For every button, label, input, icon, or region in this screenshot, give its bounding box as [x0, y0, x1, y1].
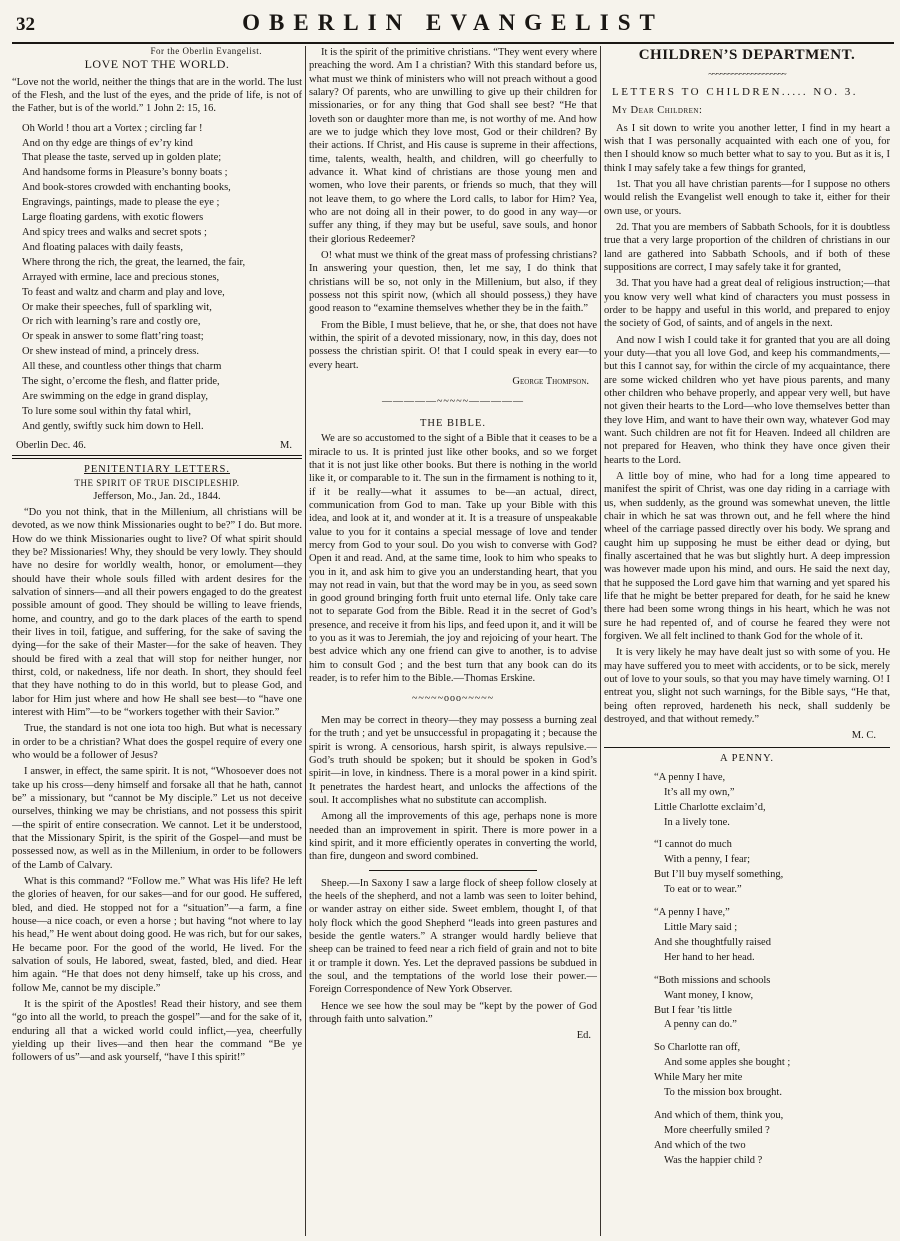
paragraph: And now I wish I could take it for granted that you are all doing your duty—that you all love God, and keep his commandments,—but this I cannot say, for within the circle of my acquaintance, there are some wicked children who yet have pious parents, and many other children who behave properly, and appear very well, but have not given their hearts to the Lord—who love themselves better than they love Him, and want to have their own way, whatever God may want. Such children are not fit for Heaven. Indeed all children are not prepared for Heaven, who think they have once given their hearts to the Lord. [604, 334, 890, 466]
paragraph: O! what must we think of the great mass of professing christians? In answering your question, then, let me say, I do think that christians will be so, not only in the Millenium, but also, if they possess not this spirit now, (which all should possess,) they have good reason to “examine themselves whether they be in the faith.” [309, 249, 597, 315]
poem-epigraph: “Love not the world, neither the things that are in the world. The lust of the Flesh, and the lust of the eyes, and the pride of life, is not of the Father, but is of the world.” 1 John 2: 15, 16. [12, 76, 302, 115]
poem-line: To lure some soul within thy fatal whirl, [22, 405, 191, 417]
poem-line: Her hand to her head. [664, 951, 755, 963]
column-rule [600, 46, 601, 1236]
poem-stanza [654, 838, 890, 898]
letters-dateline: Jefferson, Mo., Jan. 2d., 1844. [93, 490, 221, 502]
paragraph: 3d. That you have had a great deal of religious instruction;—that you know very well what kind of characters you must possess in order to be happy and useful in this world, and prepared to enjoy the society of God, of saints, and of angels in the next. [604, 278, 890, 330]
poem-line: “Both missions and schools [654, 974, 771, 986]
poem-line: Where throng the rich, the great, the learned, the fair, [22, 256, 246, 268]
poem-line: So Charlotte ran off, [654, 1042, 741, 1054]
column-rule [305, 46, 306, 1236]
poem-line: Little Mary said ; [664, 922, 738, 934]
poem-line: Oh World ! thou art a Vortex ; circling far ! [22, 122, 203, 134]
paragraph: It is the spirit of the Apostles! Read their history, and see them “go into all the world, to preach the gospel”—and for the sake of it, enduring all that a wicked world could inflict,—yea, cheerfully yielding up their lives—and then hear the command “Be ye followers of us”—and ask yourself, “have I this spirit!” [12, 998, 302, 1064]
poem-line: And handsome forms in Pleasure’s bonny boats ; [22, 167, 228, 179]
poem-stanza [654, 1109, 890, 1169]
section-rule [604, 747, 890, 748]
bible-title: THE BIBLE. [420, 417, 486, 429]
letters-body [12, 506, 302, 1064]
poem-line: While Mary her mite [654, 1072, 743, 1084]
salutation: My Dear Children: [612, 105, 703, 117]
poem-line: The sight, o’ercome the flesh, and flatter pride, [22, 376, 220, 388]
letters-continued [309, 46, 597, 372]
poem-line: Or speak in answer to some flatt’ring toast; [22, 331, 204, 343]
column-2 [309, 46, 597, 1236]
ornament-divider: ~~~~~ooo~~~~~ [411, 693, 495, 705]
closing-text: Hence we see how the soul may be “kept by the power of God through faith unto salvation.” [309, 1000, 597, 1026]
poem-line: And floating palaces with daily feasts, [22, 241, 183, 253]
poem-line: Are swimming on the edge in grand display, [22, 390, 208, 402]
paragraph: I answer, in effect, the same spirit. It is not, “Whosoever does not take up his cross—deny himself and forsake all that he hath, cannot be” a missionary, but “cannot be My disciple.” Let us not deceive ourselves, thinking we may be christians, and not possess this spirit—the spirit of entire consecration. We cannot. Let it be understood, that the Missionary Spirit, is the spirit of the Gospel—and must be possessed now, as well as in the Millenium, in order to be followers of the Lamb of Calvary. [12, 766, 302, 871]
poem-line: “A penny I have, [654, 771, 726, 783]
penny-title: A PENNY. [720, 752, 774, 764]
paragraph: “Do you not think, that in the Millenium, all christians will be devoted, as we now think Missionaries ought to be?” I do. But more. How do we think Missionaries ought to live? Of what spirit should they be? Missionaries! Why, they should be very lowly. They should have no desire for worldly wealth, honor, or emolument—they should have their whole souls filled with ardent desires for the salvation of sinners—and all their powers engaged to do the greatest possible amount of good. They should be willing to leave friends, home, and country, and go to the dark places of the earth to spend their lives in toil, fatigue, and suffering, for the sake of saving the dying—for the sake of their Master—for the sake of heaven. They should be fired with a zeal that will stop for neither hunger, nor thirst, cold, or nakedness, life nor death. In short, they should feel that they have nothing to do in this world, but to please God, and labor for Him just where and how He shall see best—to “have one interest with Him”—to be “workers together with their Savior.” [12, 507, 302, 718]
poem-initial: M. [280, 439, 292, 451]
poem-line: Or make their speeches, full of sparkling wit, [22, 301, 212, 313]
letter-signature: George Thompson. [512, 375, 589, 387]
poem-dateline: Oberlin Dec. 46. [16, 439, 86, 451]
column-1 [12, 46, 302, 1236]
letters-subtitle: THE SPIRIT OF TRUE DISCIPLESHIP. [74, 478, 240, 489]
poem-line: Or shew instead of mind, a princely dress. [22, 346, 199, 358]
poem-line: It’s all my own,” [664, 786, 735, 798]
poem-line: Engravings, paintings, made to please the eye ; [22, 197, 220, 209]
page-number: 32 [16, 14, 35, 35]
section-divider [12, 455, 302, 459]
poem-source: For the Oberlin Evangelist. [150, 46, 262, 56]
paragraph: From the Bible, I must believe, that he, or she, that does not have within, the spirit of a devoted missionary, now, in this day, does not possess the christian spirit. O! that I could speak in every ear—to every heart. [309, 319, 597, 371]
paragraph: What is this command? “Follow me.” What was His life? He left the glories of heaven, for our sakes—and for our good. He suffered, bled, and died. He stopped not for a “situation”—a farm, a fine house—a nice coach, or even a horse ; but having “not where to lay his head,” He went about doing good. He was rich, but for our sakes, He became poor. For the good of the world, He lived. For the salvation of souls, He labored, sweat, fasted, bled, and died. Hear him again. “He that does not deny himself, take up his cross, and follow Me, cannot be my disciple.” [12, 875, 302, 994]
letters-title: PENITENTIARY LETTERS. [83, 464, 230, 475]
paragraph: It is very likely he may have dealt just so with some of you. He may have suffered you to meet with accidents, or to be sick, merely out of love to your souls, so that you may have timely warning. O! I entreat you, slight not such warnings, for the Bible says, “He that, being often reproved, hardeneth his neck, shall suddenly be destroyed, and that without remedy.” [604, 647, 890, 725]
poem-stanza [654, 771, 890, 831]
bible-text: We are so accustomed to the sight of a Bible that it ceases to be a miracle to us. It is printed just like other books, and so we forget that it is not just like other books. But there is nothing in the world like it, or comparable to it. The sun in the firmament is nothing to it, if it be really—what it assumes to be—an actual, direct, communication from God to man. Take up your Bible with this idea, and look at it, and wonder at it. It is a treasure of unspeakable value to you for it contains a special message of love and tender mercy from God to your soul. Do you wish to converse with God? Open it and read. And, at the same time, look to him who speaks to you in it, and ask him to give you an understanding heart, that you may not read in vain, but that the word may be in you, as seed sown in good ground bringing forth fruit unto eternal life. Only take care not to separate God from the Bible. Read it in the secret of God’s presence, and receive it from his lips, and feed upon it, and it will be to you as it was to Jeremiah, the joy and rejoicing of your heart. The best advice which any one friend can give to another, is to advise him to consult God ; and the best turn that any book can do its reader, is to refer him to the Bible.—Thomas Erskine. [309, 433, 597, 685]
letter-title: LETTERS TO CHILDREN..... NO. 3. [612, 86, 859, 99]
poem-line: To eat or to wear.” [664, 884, 742, 896]
letter-body [604, 122, 890, 726]
poem-line: Was the happier child ? [664, 1154, 763, 1166]
poem-line: And book-stores crowded with enchanting books, [22, 182, 231, 194]
poem-line: With a penny, I fear; [664, 854, 751, 866]
closing-signature: Ed. [576, 1030, 591, 1042]
poem-line: And which of them, think you, [654, 1109, 784, 1121]
poem-body [22, 122, 302, 435]
paragraph: Men may be correct in theory—they may possess a burning zeal for the truth ; and yet be unsuccessful in propagating it ; because the spirit is wrong. A censorious, harsh spirit, is always repulsive.—God’s truth should be spoken; but it should be spoken in God’s spirit—in love, in kindness. There is a moral power in a kind spirit. It penetrates the hardest heart, and unlocks the affections of the soul. It accomplishes what no substitute can accomplish. [309, 715, 597, 807]
sheep-article: Sheep.—In Saxony I saw a large flock of sheep follow closely at the heels of the shepherd, and not a lamb was seen to loiter behind, or wander astray on either side. Sweet emblem, thought I, of that holy flock which the good Shepherd “leads into green pastures and beside the gentle waters.” A stranger would hardly believe that sheep can be trained to feed near a rich field of grain and not to bite it or trample it down. Yes. Let the depraved passions be subdued in the soul, and the temptations of the world lose their power.—Foreign Correspondence of New York Observer. [309, 877, 597, 996]
paragraph: Among all the improvements of this age, perhaps none is more needed than an improvement in spirit. There is more power in a kind spirit, and it more efficiently operates in converting the world, than fire, dungeon and sword combined. [309, 811, 597, 863]
paragraph: It is the spirit of the primitive christians. “They went every where preaching the word. Am I a christian? With this standard before us, what must we think of ministers who will not preach without a good salary? Of parents, who are unwilling to give up their children for missionaries, or for any thing that God shall see best? “He that loveth son or daughter more than me, is not worthy of me. And how are we to judge which they love most, God or their children? By their actions. If Christ, and His cause is supreme in their affections, time, talents, wealth, health, and children, will go cheerfully to advance it. What kind of christians are those young men and women, who love their parents, or friends so much, that they will not leave them, to go where the Lord calls, to labor for Him? Yea, who are not doing all in their power, to do good in any way—or suffer any thing, if they may but be useful, save souls, and honor their glorious Redeemer? [309, 47, 597, 245]
poem-line: Want money, I know, [664, 989, 754, 1001]
paragraph: As I sit down to write you another letter, I find in my heart a wish that I was personally acquainted with each one of you, for then I should know so much better what to say to you. But as it is, I think I may safely take a few things for granted, [604, 122, 890, 174]
poem-line: “I cannot do much [654, 839, 732, 851]
paragraph: A little boy of mine, who had for a long time appeared to manifest the spirit of Christ, was one day riding in a carriage with us, when suddenly, as the ground was somewhat uneven, the little chair in which he sat was thrown out, and he fell where the hind wheel of the carriage passed directly over his body. We sprang and caught him up supposing he must be either dead or dying, but finally ascertained that he was but slightly hurt. A deep impression was however made upon his mind, and ours. He said the next day, that he supposed the Lord gave him that warning and yet spared his life that he might be better prepared for death, for he said he knew there had been some wrong things in his heart, which he was not sure he had repented of, and of course he feared they were not forgiven. We all felt inclined to thank God for the whole of it. [604, 470, 890, 642]
masthead: OBERLIN EVANGELIST [242, 10, 664, 35]
poem-line: But I’ll buy myself something, [654, 869, 784, 881]
poem-stanza [654, 1041, 890, 1101]
ornament-divider: —————~~~~~————— [381, 396, 525, 408]
poem-line: More cheerfully smiled ? [664, 1124, 770, 1136]
letter-signature: M. C. [851, 730, 876, 742]
poem-stanza [654, 906, 890, 966]
poem-line: And spicy trees and walks and secret spots ; [22, 226, 207, 238]
poem-line: That please the taste, served up in golden plate; [22, 152, 222, 164]
page-header [12, 8, 894, 44]
poem-line: All these, and countless other things that charm [22, 361, 222, 373]
paragraph: 1st. That you all have christian parents—for I suppose no others would relish the Evangelist well enough to take it, either for their own use, or yours. [604, 179, 890, 217]
poem-line: Little Charlotte exclaim’d, [654, 801, 766, 813]
poem-line: To feast and waltz and charm and play and love, [22, 286, 225, 298]
spirit-article [309, 714, 597, 864]
poem-line: A penny can do.” [664, 1019, 737, 1031]
paragraph: True, the standard is not one iota too high. But what is necessary in order to be a christian? What does the gospel require of every one who would be a follower of Jesus? [12, 723, 302, 761]
paragraph: 2d. That you are members of Sabbath Schools, for it is doubtless true that a very large proportion of the children of christians in our land are gathered into Sabbath Schools, and if both of these suppositions are correct, I may safely take it for granted, [604, 222, 890, 274]
poem-line: And which of the two [654, 1139, 746, 1151]
poem-line: Or rich with learning’s rare and costly ore, [22, 316, 201, 328]
poem-line: In a lively tone. [664, 816, 730, 828]
department-title: CHILDREN’S DEPARTMENT. [638, 47, 856, 63]
poem-line: “A penny I have,” [654, 907, 730, 919]
wavy-divider: ~~~~~~~~~~~~~~~~~~~~ [708, 69, 786, 80]
poem-line: But I fear ’tis little [654, 1004, 732, 1016]
poem-line: And some apples she bought ; [664, 1057, 791, 1069]
poem-title: LOVE NOT THE WORLD. [84, 57, 230, 72]
poem-line: To the mission box brought. [664, 1087, 782, 1099]
poem-line: And she thoughtfully raised [654, 936, 771, 948]
short-rule [369, 870, 537, 871]
poem-line: Arrayed with ermine, lace and precious stones, [22, 271, 220, 283]
poem-stanza [654, 974, 890, 1034]
poem-line: And gently, swiftly suck him down to Hell. [22, 420, 204, 432]
poem-line: Large floating gardens, with exotic flowers [22, 212, 204, 224]
poem-line: And on thy edge are things of ev’ry kind [22, 137, 193, 149]
penny-poem [654, 771, 890, 1169]
column-3 [604, 46, 890, 1236]
